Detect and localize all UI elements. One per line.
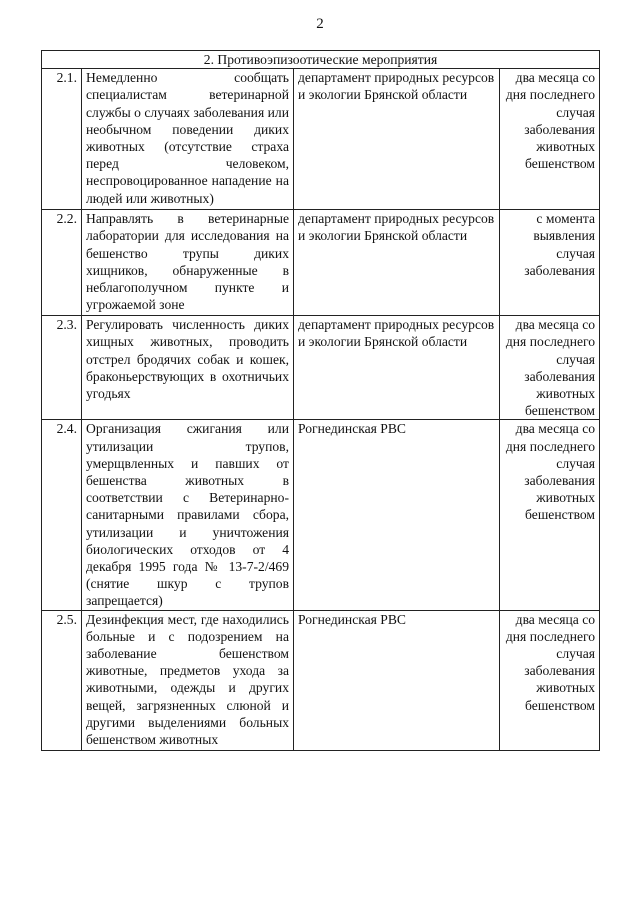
row-executor: департамент природных ресурсов и экологии Брянской области (294, 210, 500, 316)
page-number: 2 (316, 16, 324, 32)
row-term: два месяца со дня последнего случая заболевания животных бешенством (500, 69, 600, 210)
section-title: 2. Противоэпизоотические мероприятия (42, 51, 600, 69)
section-header-row (42, 51, 600, 69)
row-number: 2.3. (42, 316, 82, 420)
row-executor: Рогнединская РВС (294, 420, 500, 610)
row-number: 2.1. (42, 69, 82, 210)
table-row (42, 316, 600, 420)
row-number: 2.4. (42, 420, 82, 610)
row-term: с момента выявления случая заболевания (500, 210, 600, 316)
row-action: Направлять в ветеринарные лаборатории для исследования на бешенство трупы диких хищников, обнаруженные в неблагополучном пункте и угрожаемой зоне (82, 210, 294, 316)
row-number: 2.2. (42, 210, 82, 316)
row-term: два месяца со дня последнего случая заболевания животных бешенством (500, 316, 600, 420)
row-action: Организация сжигания или утилизации трупов, умерщвленных и павших от бешенства животных в соответствии с Ветеринарно-санитарными правилами сбора, утилизации и уничтожения биологических отходов от 4 декабря 1995 года № 13-7-2/469 (снятие шкур с трупов запрещается) (82, 420, 294, 610)
table-row (42, 69, 600, 210)
row-number: 2.5. (42, 610, 82, 750)
row-action: Регулировать численность диких хищных животных, проводить отстрел бродячих собак и кошек, браконьерствующих в охотничьих угодьях (82, 316, 294, 420)
measures-table (41, 50, 600, 751)
table-row (42, 610, 600, 750)
row-term: два месяца со дня последнего случая заболевания животных бешенством (500, 610, 600, 750)
row-term: два месяца со дня последнего случая заболевания животных бешенством (500, 420, 600, 610)
row-executor: департамент природных ресурсов и экологии Брянской области (294, 316, 500, 420)
table-row (42, 210, 600, 316)
row-executor: Рогнединская РВС (294, 610, 500, 750)
table-row (42, 420, 600, 610)
row-action: Немедленно сообщать специалистам ветеринарной службы о случаях заболевания или необычном поведении диких животных (отсутствие страха перед человеком, неспровоцированное нападение на людей или животных) (82, 69, 294, 210)
row-executor: департамент природных ресурсов и экологии Брянской области (294, 69, 500, 210)
row-action: Дезинфекция мест, где находились больные и с подозрением на заболевание бешенством животные, предметов ухода за животными, одежды и других вещей, загрязненных слюной и другими выделениями больных бешенством животных (82, 610, 294, 750)
